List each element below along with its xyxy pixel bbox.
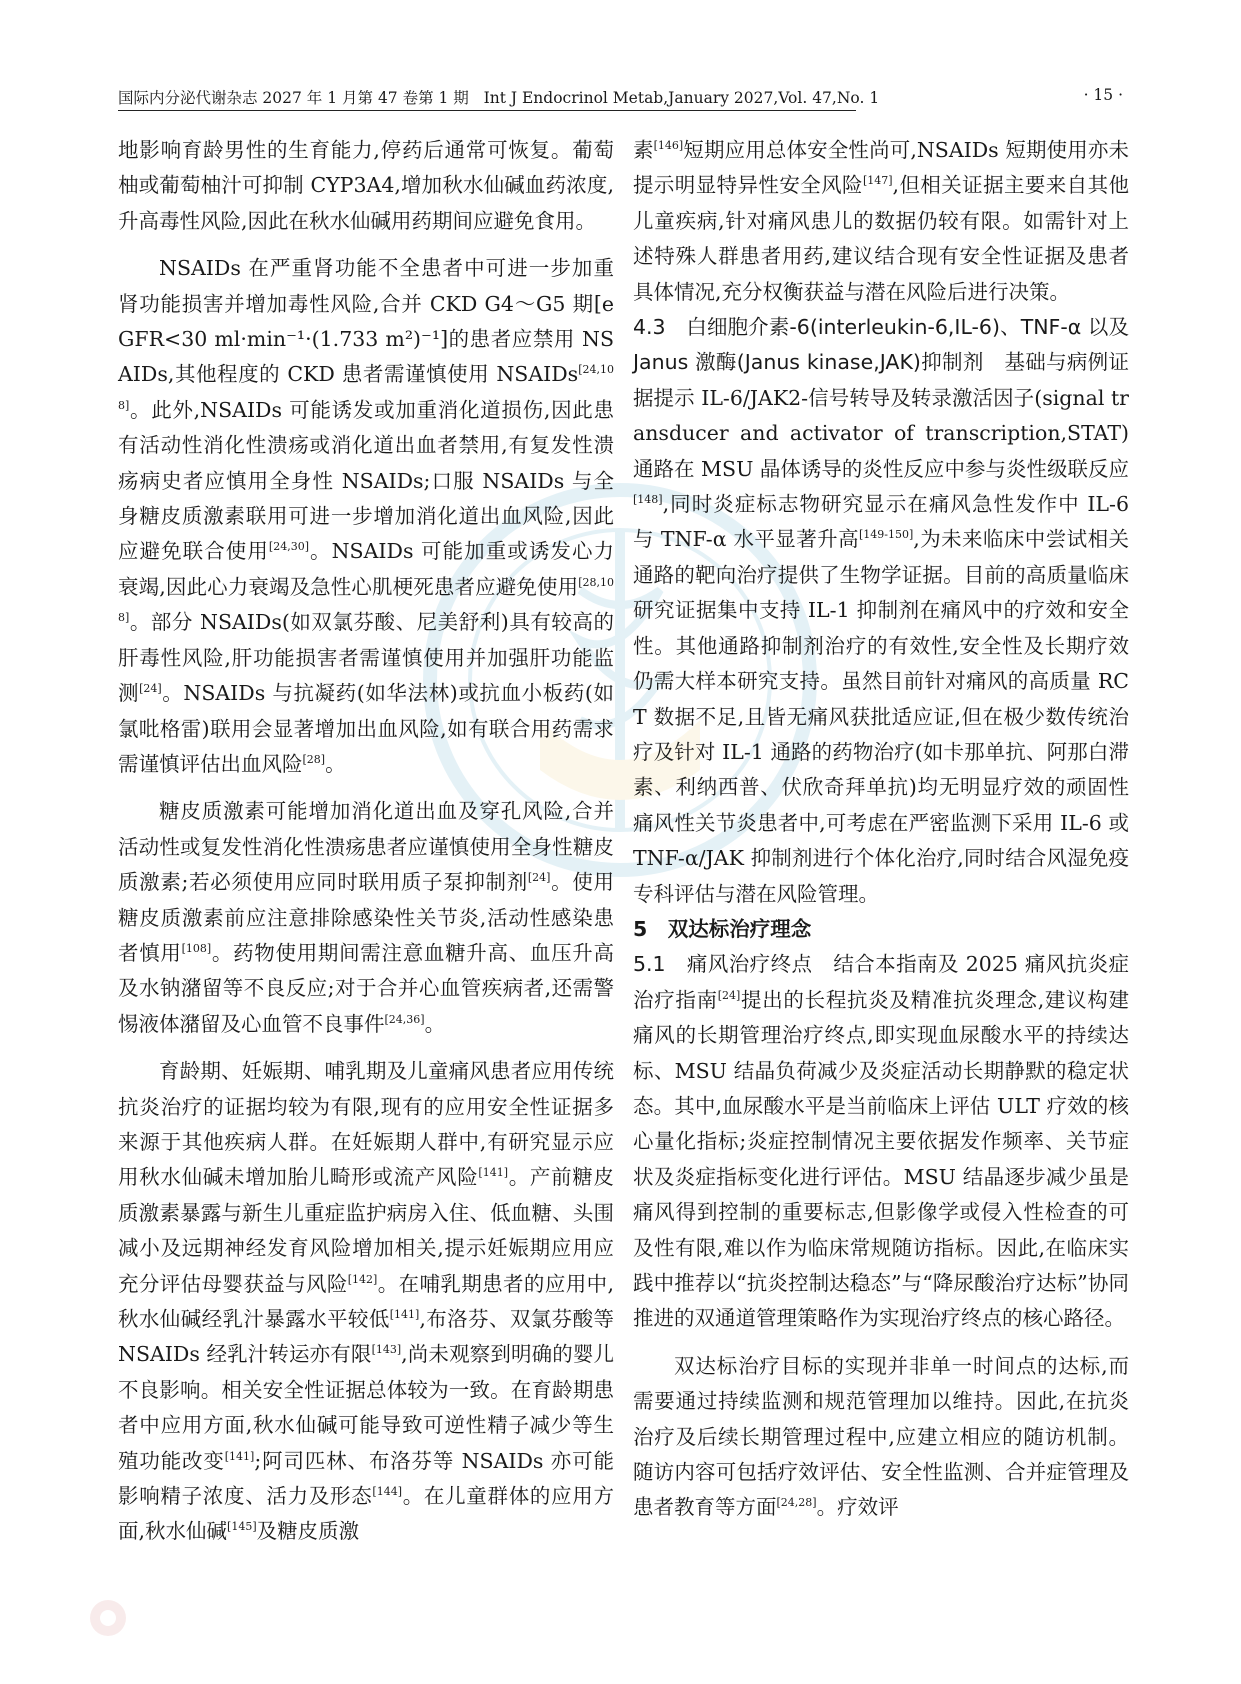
paragraph-special-populations [118, 1054, 614, 1550]
citation: [147] [862, 174, 893, 188]
header-rule [118, 110, 856, 111]
citation: [149-150] [858, 528, 914, 542]
citation: [28] [302, 752, 326, 766]
text-run: 。 [424, 1011, 446, 1036]
text-run: 。 [325, 751, 346, 776]
text-run: 。部分 NSAIDs(如双氯芬酸、尼美舒利)具有较高的肝毒性风险,肝功能损害者需谨慎使用并加强肝功能监测 [118, 610, 614, 706]
right-column [633, 133, 1129, 1526]
citation: [146] [653, 139, 684, 152]
text-run: NSAIDs 在严重肾功能不全患者中可进一步加重肾功能损害并增加毒性风险,合并 CKD G4～G5 期[eGFR<30 ml·min⁻¹·(1.733 m²)⁻¹]的患者应禁用 NSAIDs,其他程度的 CKD 患者需谨慎使用 NSAIDs [118, 256, 614, 387]
journal-citation [118, 86, 879, 108]
citation: [148] [633, 493, 663, 507]
subsection-heading-4-3: 4.3 白细胞介素-6(interleukin-6,IL-6)、TNF-α 以及 Janus 激酶(Janus kinase,JAK)抑制剂 [633, 315, 1129, 375]
citation: [24] [139, 682, 162, 696]
journal-name-cn: 国际内分泌代谢杂志 2027 年 1 月第 47 卷第 1 期 [118, 89, 469, 107]
citation: [28,108] [118, 575, 614, 625]
text-run: 。NSAIDs 与抗凝药(如华法林)或抗血小板药(如氯吡格雷)联用会显著增加出血风险,如有联合用药需求需谨慎评估出血风险 [118, 681, 615, 776]
text-run: ,但相关证据主要来自其他儿童疾病,针对痛风患儿的数据仍较有限。如需针对上述特殊人群患者用药,建议结合现有安全性证据及患者具体情况,充分权衡获益与潜在风险后进行决策。 [633, 173, 1129, 304]
paragraph [118, 133, 614, 239]
paragraph-treatment-endpoint [633, 947, 1129, 1336]
text-run: 育龄期、妊娠期、哺乳期及儿童痛风患者应用传统抗炎治疗的证据均较为有限,现有的应用安全性证据多来源于其他疾病人群。在妊娠期人群中,有研究显示应用秋水仙碱未增加胎儿畸形或流产风险 [118, 1059, 614, 1190]
text-run: 糖皮质激素可能增加消化道出血及穿孔风险,合并活动性或复发性消化性溃疡患者应谨慎使用全身性糖皮质激素;若必须使用应同时联用质子泵抑制剂 [118, 799, 614, 895]
text-run: 。疗效评 [816, 1495, 899, 1520]
text-run: 双达标治疗目标的实现并非单一时间点的达标,而需要通过持续监测和规范管理加以维持。因此,在抗炎治疗及后续长期管理过程中,应建立相应的随访机制。随访内容可包括疗效评估、安全性监测、合并症管理及患者教育等方面 [633, 1353, 1129, 1520]
paragraph-glucocorticoid-safety [118, 794, 614, 1042]
subsection-heading-5-1: 5.1 痛风治疗终点 [633, 952, 813, 977]
text-run: 素 [633, 138, 654, 162]
citation: [145] [227, 1520, 257, 1534]
journal-name-en: Int J Endocrinol Metab,January 2027,Vol. 47,No. 1 [483, 89, 880, 107]
citation: [24,108] [118, 363, 614, 412]
publisher-logo-icon [86, 1596, 130, 1640]
paragraph-nsaids-safety [118, 251, 614, 782]
text-run: 。药物使用期间需注意血糖升高、血压升高及水钠潴留等不良反应;对于合并心血管疾病者,还需警惕液体潴留及心血管不良事件 [118, 940, 615, 1036]
running-header [118, 82, 1123, 112]
text-run: 短期应用总体安全性尚可,NSAIDs 短期使用亦未提示明显特异性安全风险 [633, 138, 1130, 198]
text-run: 基础与病例证据提示 IL-6/JAK2-信号转导及转录激活因子(signal transducer and activator of transcription,STAT)通路在 MSU 晶体诱导的炎性反应中参与炎性级联反应 [633, 350, 1129, 481]
text-run: ,尚未观察到明确的婴儿不良影响。相关安全性证据总体较为一致。在育龄期患者中应用方面,秋水仙碱可能导致可逆性精子减少等生殖功能改变 [118, 1342, 614, 1473]
citation: [24] [717, 988, 741, 1002]
text-run: 。此外,NSAIDs 可能诱发或加重消化道损伤,因此患有活动性消化性溃疡或消化道出血者禁用,有复发性溃疡病史者应慎用全身性 NSAIDs;口服 NSAIDs 与全身糖皮质激素联用可进一步增加消化道出血风险,因此应避免联合使用 [118, 397, 614, 564]
text-run: 及糖皮质激 [256, 1519, 360, 1544]
left-column [118, 133, 614, 1550]
text-run: 。使用糖皮质激素前应注意排除感染性关节炎,活动性感染患者慎用 [118, 870, 615, 965]
text-run: ,布洛芬、双氯芬酸等 NSAIDs 经乳汁转运亦有限 [118, 1307, 614, 1367]
text-run: 提出的长程抗炎及精准抗炎理念,建议构建痛风的长期管理治疗终点,即实现血尿酸水平的持续达标、MSU 结晶负荷减少及炎症活动长期静默的稳定状态。其中,血尿酸水平是当前临床上评估 ULT 疗效的核心量化指标;炎症控制情况主要依据发作频率、关节症状及炎症指标变化进行评估。MSU 结晶逐步减少虽是痛风得到控制的重要标志,但影像学或侵入性检查的可及性有限,难以作为临床常规随访指标。因此,在临床实践中推荐以“抗炎控制达稳态”与“降尿酸治疗达标”协同推进的双通道管理策略作为实现治疗终点的核心路径。 [633, 987, 1130, 1331]
citation: [142] [347, 1272, 378, 1286]
text-run: 地影响育龄男性的生育能力,停药后通常可恢复。葡萄柚或葡萄柚汁可抑制 CYP3A4,增加秋水仙碱血药浓度,升高毒性风险,因此在秋水仙碱用药期间应避免食用。 [118, 138, 614, 233]
citation: [141] [389, 1308, 420, 1321]
citation: [144] [372, 1485, 402, 1499]
text-run: 。在儿童群体的应用方面,秋水仙碱 [118, 1484, 615, 1544]
paragraph-il6-jak [633, 310, 1129, 912]
citation: [24,28] [776, 1496, 817, 1510]
citation: [24,36] [384, 1012, 425, 1026]
text-run: 。NSAIDs 可能加重或诱发心力衰竭,因此心力衰竭及急性心肌梗死患者应避免使用 [118, 539, 615, 599]
text-run: 。在哺乳期患者的应用中,秋水仙碱经乳汁暴露水平较低 [118, 1271, 614, 1331]
citation: [141] [224, 1449, 255, 1463]
citation: [143] [371, 1343, 402, 1357]
text-run: ,同时炎症标志物研究显示在痛风急性发作中 IL-6 与 TNF-α 水平显著升高 [633, 492, 1129, 552]
text-run: ;阿司匹林、布洛芬等 NSAIDs 亦可能影响精子浓度、活力及形态 [118, 1448, 615, 1509]
text-run: 结合本指南及 2025 痛风抗炎症治疗指南 [633, 952, 1130, 1012]
citation: [24] [527, 871, 551, 885]
paragraph-follow-up [633, 1349, 1129, 1526]
text-run: ,为未来临床中尝试相关通路的靶向治疗提供了生物学证据。目前的高质量临床研究证据集中支持 IL-1 抑制剂在痛风中的疗效和安全性。其他通路抑制剂治疗的有效性,安全性及长期疗效仍需大样本研究支持。虽然目前针对痛风的高质量 RCT 数据不足,且皆无痛风获批适应证,但在极少数传统治疗及针对 IL-1 通路的药物治疗(如卡那单抗、阿那白滞素、利纳西普、伏欣奇拜单抗)均无明显疗效的顽固性痛风性关节炎患者中,可考虑在严密监测下采用 IL-6 或 TNF-α/JAK 抑制剂进行个体化治疗,同时结合风湿免疫专科评估与潜在风险管理。 [633, 527, 1129, 906]
text-run: 。产前糖皮质激素暴露与新生儿重症监护病房入住、低血糖、头围减小及远期神经发育风险增加相关,提示妊娠期应用应充分评估母婴获益与风险 [118, 1165, 615, 1296]
citation: [108] [181, 941, 212, 955]
citation: [141] [478, 1166, 508, 1180]
citation: [24,30] [268, 540, 309, 554]
section-heading-5: 5 双达标治疗理念 [633, 916, 812, 941]
paragraph [633, 133, 1129, 310]
page-number: · 15 · [1083, 86, 1123, 104]
